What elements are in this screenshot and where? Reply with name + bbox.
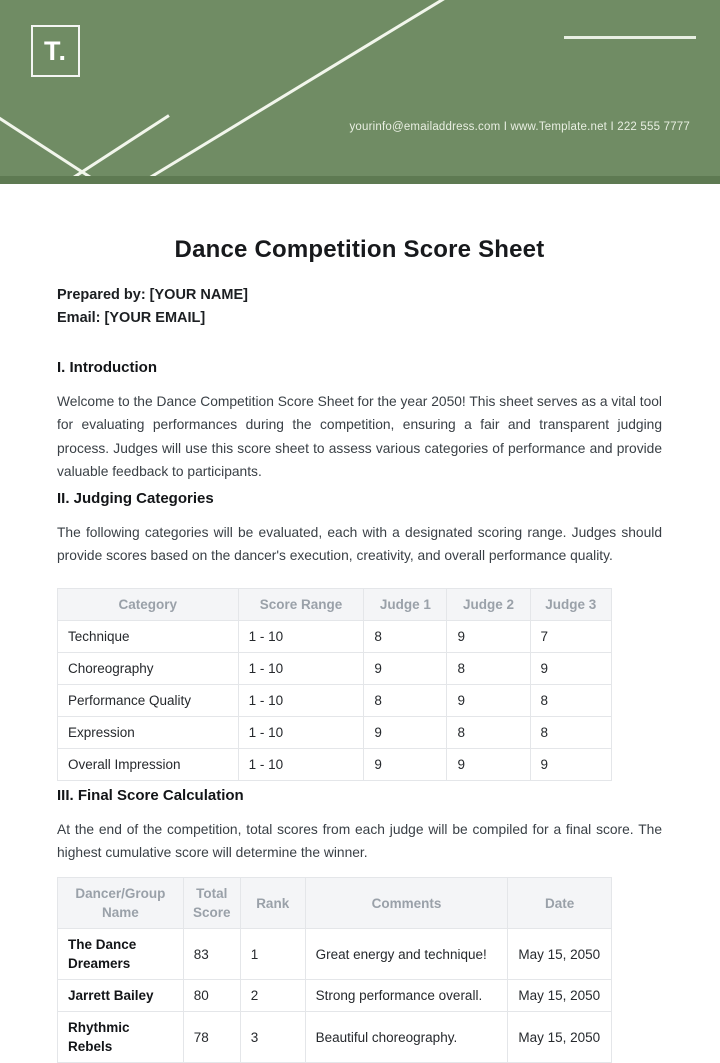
cell: Performance Quality	[58, 684, 239, 716]
cell: May 15, 2050	[508, 980, 612, 1012]
brand-logo-text: T.	[43, 35, 67, 66]
table-row	[58, 684, 612, 716]
column-header: Rank	[240, 878, 305, 929]
cell: 1 - 10	[238, 620, 364, 652]
cell: 7	[530, 620, 611, 652]
table-header-row	[58, 878, 612, 929]
header-banner	[0, 0, 720, 184]
cell: 1 - 10	[238, 652, 364, 684]
cell: 8	[447, 716, 530, 748]
final-scores-table	[57, 877, 612, 1063]
table-row	[58, 716, 612, 748]
cell: 9	[364, 652, 447, 684]
cell: 9	[364, 716, 447, 748]
column-header: Category	[58, 588, 239, 620]
column-header: Total Score	[183, 878, 240, 929]
cell: 1 - 10	[238, 684, 364, 716]
table-row	[58, 929, 612, 980]
table-header-row	[58, 588, 612, 620]
brand-logo	[31, 25, 80, 77]
cell: 8	[447, 652, 530, 684]
cell: 78	[183, 1012, 240, 1063]
table-row	[58, 1012, 612, 1063]
cell: 8	[530, 684, 611, 716]
decorative-diagonal-line	[17, 114, 170, 184]
document-body	[0, 236, 720, 1063]
cell: 1 - 10	[238, 716, 364, 748]
cell: 9	[447, 684, 530, 716]
cell: 1	[240, 929, 305, 980]
table-row	[58, 748, 612, 780]
column-header: Judge 3	[530, 588, 611, 620]
cell: May 15, 2050	[508, 1012, 612, 1063]
section-heading-judging-categories: II. Judging Categories	[57, 490, 214, 508]
cell: Technique	[58, 620, 239, 652]
section-heading-introduction: I. Introduction	[57, 359, 157, 376]
prepared-by-line: Prepared by: [YOUR NAME]	[57, 287, 248, 303]
cell: 9	[530, 652, 611, 684]
email-line: Email: [YOUR EMAIL]	[57, 310, 206, 326]
cell: May 15, 2050	[508, 929, 612, 980]
column-header: Judge 2	[447, 588, 530, 620]
cell: 8	[364, 684, 447, 716]
cell: 9	[447, 620, 530, 652]
cell: 83	[183, 929, 240, 980]
column-header: Judge 1	[364, 588, 447, 620]
table-row	[58, 620, 612, 652]
cell: Overall Impression	[58, 748, 239, 780]
column-header: Dancer/Group Name	[58, 878, 184, 929]
column-header: Date	[508, 878, 612, 929]
cell: 3	[240, 1012, 305, 1063]
cell: 2	[240, 980, 305, 1012]
decorative-diagonal-line	[149, 0, 450, 179]
judging-categories-paragraph: The following categories will be evaluated, each with a designated scoring range. Judges should provide scores based on the dancer's execution, creativity, and overall performance quality.	[57, 525, 662, 564]
cell: The Dance Dreamers	[58, 929, 184, 980]
cell: 8	[530, 716, 611, 748]
section-heading-final-score: III. Final Score Calculation	[57, 786, 244, 804]
banner-bottom-strip	[0, 176, 720, 184]
cell: Great energy and technique!	[305, 929, 508, 980]
contact-info: yourinfo@emailaddress.com I www.Template.net I 222 555 7777	[349, 121, 690, 133]
table-row	[58, 980, 612, 1012]
decorative-horizontal-rule	[564, 36, 696, 39]
cell: 9	[447, 748, 530, 780]
table-row	[58, 652, 612, 684]
decorative-diagonal-line	[0, 108, 134, 184]
column-header: Score Range	[238, 588, 364, 620]
cell: 80	[183, 980, 240, 1012]
judging-categories-table	[57, 588, 612, 781]
cell: 8	[364, 620, 447, 652]
cell: 9	[530, 748, 611, 780]
column-header: Comments	[305, 878, 508, 929]
cell: Beautiful choreography.	[305, 1012, 508, 1063]
cell: Choreography	[58, 652, 239, 684]
cell: Strong performance overall.	[305, 980, 508, 1012]
cell: Rhythmic Rebels	[58, 1012, 184, 1063]
cell: 1 - 10	[238, 748, 364, 780]
page-title: Dance Competition Score Sheet	[174, 236, 545, 263]
cell: Expression	[58, 716, 239, 748]
cell: 9	[364, 748, 447, 780]
cell: Jarrett Bailey	[58, 980, 184, 1012]
final-score-paragraph: At the end of the competition, total scores from each judge will be compiled for a final score. The highest cumulative score will determine the winner.	[57, 821, 662, 861]
introduction-paragraph: Welcome to the Dance Competition Score Sheet for the year 2050! This sheet serves as a vital tool for evaluating performances during the competition, ensuring a fair and transparent judging process. Judges will use this score sheet to assess various categories of performance and provide valuable feedback to participants.	[57, 394, 662, 479]
